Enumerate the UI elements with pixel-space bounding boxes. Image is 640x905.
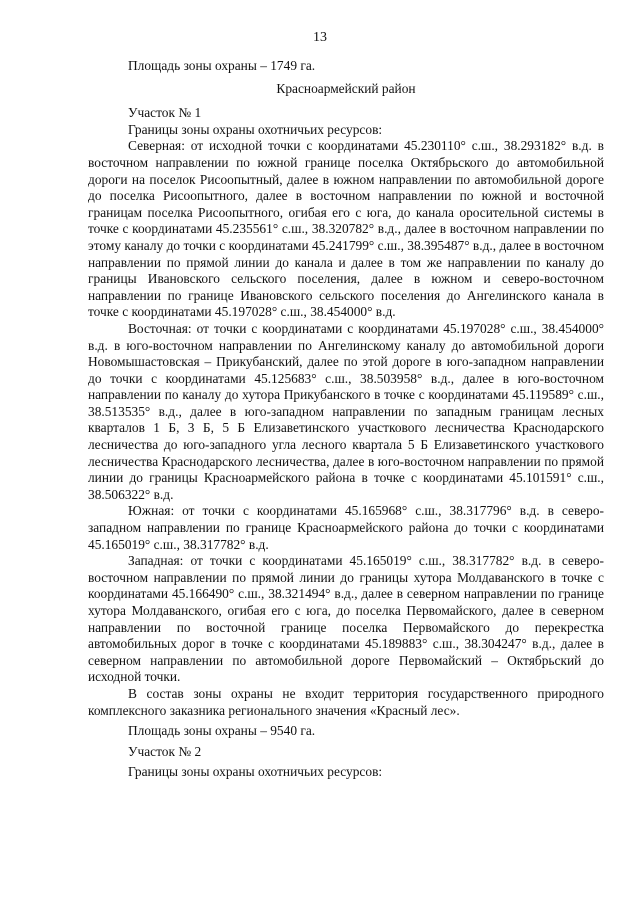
plot2-title: Участок № 2 — [128, 743, 202, 759]
document-body — [88, 58, 604, 781]
plot1-east-border: Восточная: от точки с координатами с координатами 45.197028° с.ш., 38.454000° в.д. в юго-восточном направлении по Ангелинскому каналу до автомобильной дороги Новомышастовская – Прикубанский, далее по этой дороге в юго-западном направлении до точки с координатами 45.125683° с.ш., 38.503958° в.д., далее в юго-восточном направлении по каналу до хутора Прикубанского в точке с координатами 45.119589° с.ш., 38.513535° в.д., далее в юго-западном направлении по западным границам лесных кварталов 1 Б, 3 Б, 5 Б Елизаветинского участкового лесничества Краснодарского лесничества до юго-западного угла лесного квартала 5 Б Елизаветинского участкового лесничества Краснодарского лесничества, далее в юго-восточном направлении по прямой линии до границы Красноармейского района в точке с координатами 45.101591° с.ш., 38.506322° в.д. — [88, 320, 604, 502]
previous-area-line: Площадь зоны охраны – 1749 га. — [128, 58, 316, 73]
plot2-borders-title: Границы зоны охраны охотничьих ресурсов: — [128, 764, 383, 780]
plot1-north-border: Северная: от исходной точки с координатами 45.230110° с.ш., 38.293182° в.д. в восточном направлении по южной границе поселка Октябрьского до автомобильной дороги на поселок Рисоопытный, далее в южном направлении по автомобильной дороге до поселка Рисоопытного, далее в восточном направлении по южной и восточной границам поселка Рисоопытного, огибая его с юга, до канала оросительной системы в точке с координатами 45.235561° с.ш., 38.320782° в.д., далее в восточном направлении по этому каналу до точки с координатами 45.241799° с.ш., 38.395487° в.д., далее в восточном направлении по прямой линии до канала и далее в том же направлении по каналу до границы Ивановского сельского поселения, далее в южном и северо-восточном направлении по границе Ивановского сельского поселения до Ангелинского канала в точке с координатами 45.197028° с.ш., 38.454000° в.д. — [88, 138, 604, 320]
page-number: 13 — [313, 30, 327, 45]
plot1-title: Участок № 1 — [128, 105, 202, 121]
plot1-exclusion-note: В состав зоны охраны не входит территория государственного природного комплексного заказника регионального значения «Красный лес». — [88, 685, 604, 718]
plot1-west-border: Западная: от точки с координатами 45.165019° с.ш., 38.317782° в.д. в северо-восточном направлении по прямой линии до границы хутора Молдаванского в точке с координатами 45.166490° с.ш., 38.321494° в.д., далее в северном направлении по границе хутора Молдаванского, огибая его с юга, до поселка Первомайского, далее в северном направлении по восточной границе поселка Первомайского до перекрестка автомобильных дорог в точке с координатами 45.189883° с.ш., 38.304247° в.д., далее в северном направлении по автомобильной дороге Первомайский – Октябрьский до исходной точки. — [88, 553, 604, 685]
district-title: Красноармейский район — [276, 80, 416, 96]
plot1-south-border: Южная: от точки с координатами 45.165968° с.ш., 38.317796° в.д. в северо-западном направлении по границе Красноармейского района до точки с координатами 45.165019° с.ш., 38.317782° в.д. — [88, 503, 604, 552]
plot1-borders-title: Границы зоны охраны охотничьих ресурсов: — [128, 121, 383, 137]
plot1-area-line: Площадь зоны охраны – 9540 га. — [128, 723, 316, 739]
